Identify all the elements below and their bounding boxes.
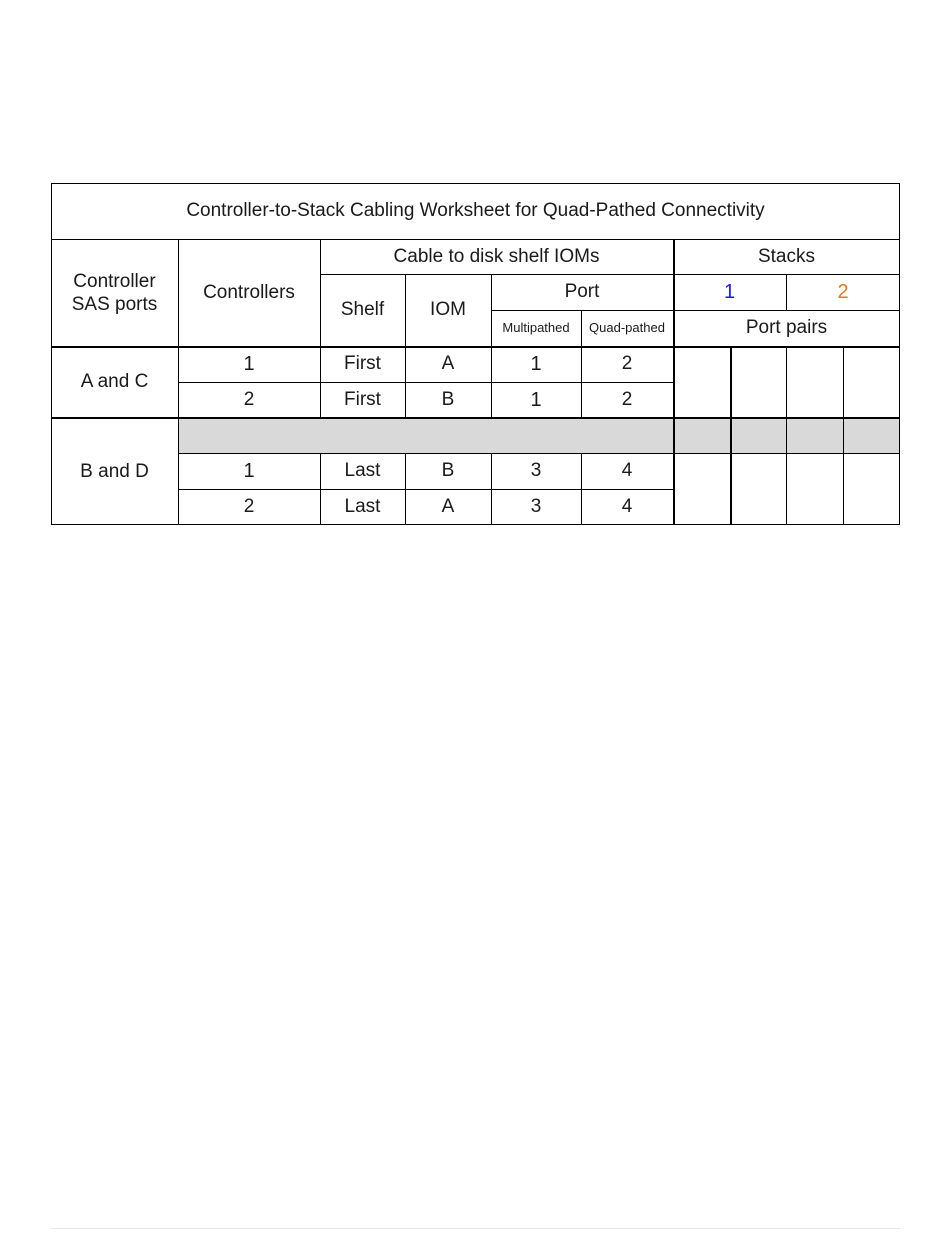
row-shelf: Last [344, 460, 381, 481]
port-pair-divider [786, 346, 787, 525]
header-stack-2: 2 [837, 281, 849, 303]
header-controller-sas-ports: Controller SAS ports [71, 270, 158, 315]
table-border-left [51, 183, 52, 525]
row-controller: 1 [243, 353, 255, 375]
grid-line [491, 310, 900, 311]
row-iom: A [441, 353, 455, 374]
row-multipathed: 1 [530, 389, 542, 411]
grid-line [405, 453, 406, 525]
header-quad-pathed: Quad-pathed [589, 320, 665, 335]
grid-line [581, 310, 582, 418]
row-iom: A [441, 496, 455, 517]
row-controller: 2 [243, 389, 255, 410]
row-multipathed: 3 [530, 496, 542, 517]
grid-line [178, 382, 673, 383]
row-multipathed: 3 [530, 460, 542, 481]
row-iom: B [441, 389, 455, 410]
table-border-top [51, 183, 900, 184]
grid-line [673, 239, 675, 525]
row-quad-pathed: 2 [621, 353, 633, 374]
grid-line [491, 274, 492, 418]
row-shelf: First [344, 353, 381, 374]
separator-row-shade [178, 418, 900, 453]
header-port: Port [564, 281, 600, 302]
grid-line [581, 453, 582, 525]
cabling-worksheet-table [51, 183, 900, 525]
port-pair-divider [843, 346, 844, 525]
grid-line [405, 274, 406, 418]
grid-line [178, 489, 673, 490]
row-controller: 1 [243, 460, 255, 482]
header-iom: IOM [430, 299, 466, 320]
header-shelf: Shelf [340, 299, 385, 320]
row-shelf: Last [344, 496, 381, 517]
group-ports-b-and-d: B and D [80, 460, 149, 482]
row-shelf: First [344, 389, 381, 410]
row-quad-pathed: 4 [621, 460, 633, 481]
row-iom: B [441, 460, 455, 481]
grid-line [178, 453, 900, 454]
port-pair-divider [730, 346, 732, 525]
header-multipathed: Multipathed [502, 320, 570, 335]
row-multipathed: 1 [530, 353, 542, 375]
worksheet-title: Controller-to-Stack Cabling Worksheet for Quad-Pathed Connectivity [186, 200, 765, 221]
row-quad-pathed: 2 [621, 389, 633, 410]
grid-line [320, 453, 321, 525]
footer-rule [51, 1228, 900, 1229]
grid-line [320, 274, 900, 275]
header-port-pairs: Port pairs [745, 317, 828, 338]
header-stack-1: 1 [723, 281, 736, 303]
row-quad-pathed: 4 [621, 496, 633, 517]
grid-line [320, 239, 321, 418]
group-ports-a-and-c: A and C [80, 371, 149, 392]
grid-line [178, 239, 179, 525]
row-controller: 2 [243, 496, 255, 517]
grid-line [786, 274, 787, 310]
header-stacks: Stacks [757, 245, 816, 267]
header-cable-to-iom: Cable to disk shelf IOMs [393, 245, 600, 267]
header-controllers: Controllers [203, 281, 295, 303]
grid-line [491, 453, 492, 525]
table-border-right [899, 183, 900, 525]
